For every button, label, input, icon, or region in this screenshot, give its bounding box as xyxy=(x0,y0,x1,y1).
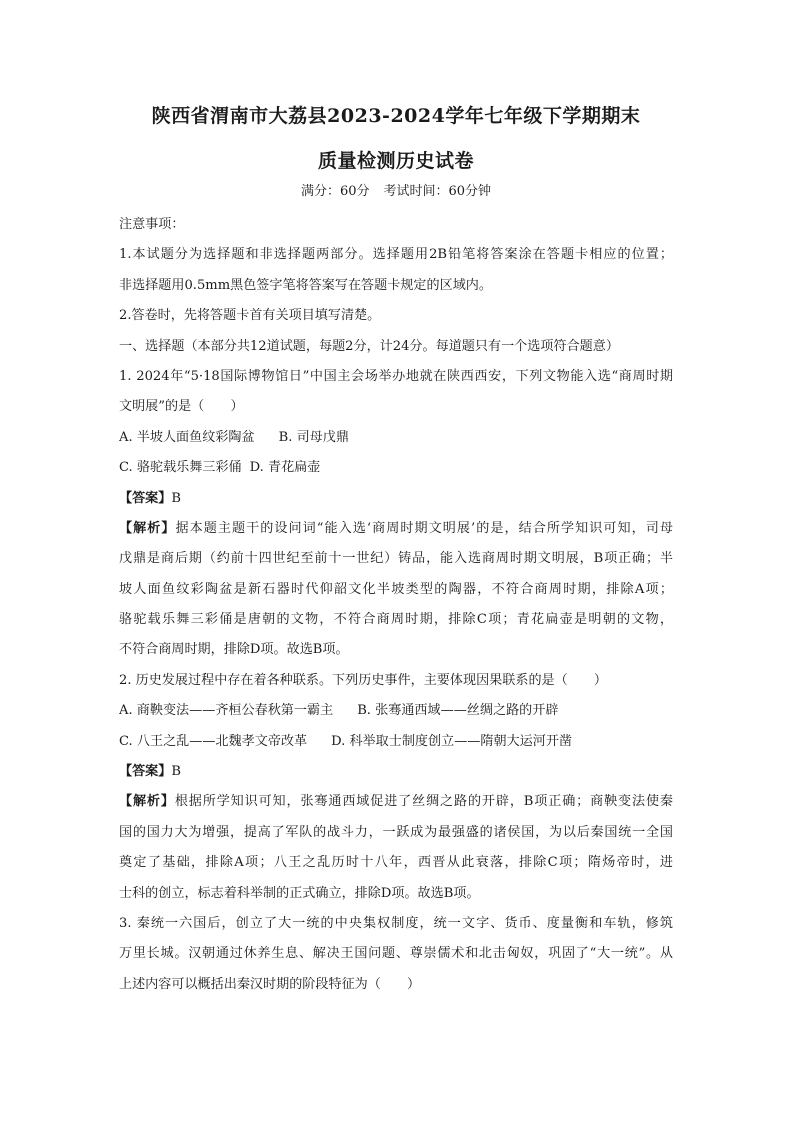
section1-heading: 一、选择题（本部分共12道试题，每题2分，计24分。每道题只有一个选项符合题意） xyxy=(119,338,619,354)
q2-stem-line1: 2. 历史发展过程中存在着各种联系。下列历史事件，主要体现因果联系的是（ ） xyxy=(119,672,608,688)
q1-options-row2 xyxy=(119,453,673,483)
q2-analysis-line3: 奠定了基础，排除A项；八王之乱历时十八年，西晋从此衰落，排除C项；隋炀帝时，进 xyxy=(119,855,673,871)
q2-option-c: C. 八王之乱——北魏孝文帝改革 xyxy=(119,733,308,749)
notes-heading: 注意事项： xyxy=(119,217,185,232)
q2-answer-label: 【答案】 xyxy=(119,764,172,780)
q1-answer-value: B xyxy=(171,490,181,506)
q1-option-c: C. 骆驼载乐舞三彩俑 xyxy=(119,460,242,476)
q1-analysis-line5: 不符合商周时期，排除D项。故选B项。 xyxy=(119,642,349,658)
q2-options-row1 xyxy=(119,696,673,726)
q2-analysis-label: 【解析】 xyxy=(119,794,175,810)
q1-answer xyxy=(119,484,673,514)
q1-answer-label: 【答案】 xyxy=(119,490,172,506)
q1-option-d: D. 青花扁壶 xyxy=(249,460,321,476)
full-score: 满分：60分 xyxy=(300,184,370,199)
q1-options-row1 xyxy=(119,423,673,453)
notes-item1-line1: 1.本试题分为选择题和非选择题两部分。选择题用2B铅笔将答案涂在答题卡相应的位置； xyxy=(119,247,673,263)
q1-analysis-line2: 戊鼎是商后期（约前十四世纪至前十一世纪）铸品，能入选商周时期文明展，B项正确；半 xyxy=(119,551,673,567)
q3-stem-line3: 上述内容可以概括出秦汉时期的阶段特征为（ ） xyxy=(119,976,421,992)
notes-item2: 2.答卷时，先将答题卡首有关项目填写清楚。 xyxy=(119,308,381,324)
q1-analysis-line3: 坡人面鱼纹彩陶盆是新石器时代仰韶文化半坡类型的陶器，不符合商周时期，排除A项； xyxy=(119,581,673,597)
q2-answer-value: B xyxy=(171,764,181,780)
q2-answer xyxy=(119,757,673,787)
exam-meta xyxy=(119,183,673,201)
q2-option-b: B. 张骞通西域——丝绸之路的开辟 xyxy=(357,703,559,719)
exam-body xyxy=(119,210,673,1000)
q2-option-a: A. 商鞅变法——齐桓公春秋第一霸主 xyxy=(119,703,334,719)
q2-options-row2 xyxy=(119,727,673,757)
q2-option-d: D. 科举取士制度创立——隋朝大运河开凿 xyxy=(331,733,573,749)
exam-title-line2: 质量检测历史试卷 xyxy=(317,150,474,172)
q1-option-a: A. 半坡人面鱼纹彩陶盆 xyxy=(119,429,255,445)
q1-stem-line1: 1. 2024年“5·18国际博物馆日”中国主会场举办地就在陕西西安，下列文物能入选“商周时期 xyxy=(119,368,673,384)
q2-analysis-line1 xyxy=(119,787,673,817)
exam-time: 考试时间：60分钟 xyxy=(383,184,492,199)
q1-option-b: B. 司母戊鼎 xyxy=(278,429,349,445)
q1-analysis-label: 【解析】 xyxy=(119,520,176,536)
notes-item1-line2: 非选择题用0.5mm黑色签字笔将答案写在答题卡规定的区域内。 xyxy=(119,277,492,293)
q1-analysis-line4: 骆驼载乐舞三彩俑是唐朝的文物，不符合商周时期，排除C项；青花扁壶是明朝的文物， xyxy=(119,612,673,628)
q2-analysis-text1: 根据所学知识可知，张骞通西域促进了丝绸之路的开辟，B项正确；商鞅变法使秦 xyxy=(174,794,673,810)
q1-stem-line2: 文明展”的是（ ） xyxy=(119,399,244,415)
q1-analysis-line1 xyxy=(119,514,673,544)
q2-analysis-line4: 士科的创立，标志着科举制的正式确立，排除D项。故选B项。 xyxy=(119,885,480,901)
q1-analysis-text1: 据本题主题干的设问词“能入选‘商周时期文明展’的是，结合所学知识可知，司母 xyxy=(175,520,673,536)
exam-title-line1: 陕西省渭南市大荔县2023-2024学年七年级下学期期末 xyxy=(151,105,641,127)
q3-stem-line1: 3. 秦统一六国后，创立了大一统的中央集权制度，统一文字、货币、度量衡和车轨，修筑 xyxy=(119,915,673,931)
q3-stem-line2: 万里长城。汉朝通过休养生息、解决王国问题、尊崇儒术和北击匈奴，巩固了“大一统”。从 xyxy=(119,946,673,962)
q2-analysis-line2: 国的国力大为增强，提高了军队的战斗力，一跃成为最强盛的诸侯国，为以后秦国统一全国 xyxy=(119,824,673,840)
